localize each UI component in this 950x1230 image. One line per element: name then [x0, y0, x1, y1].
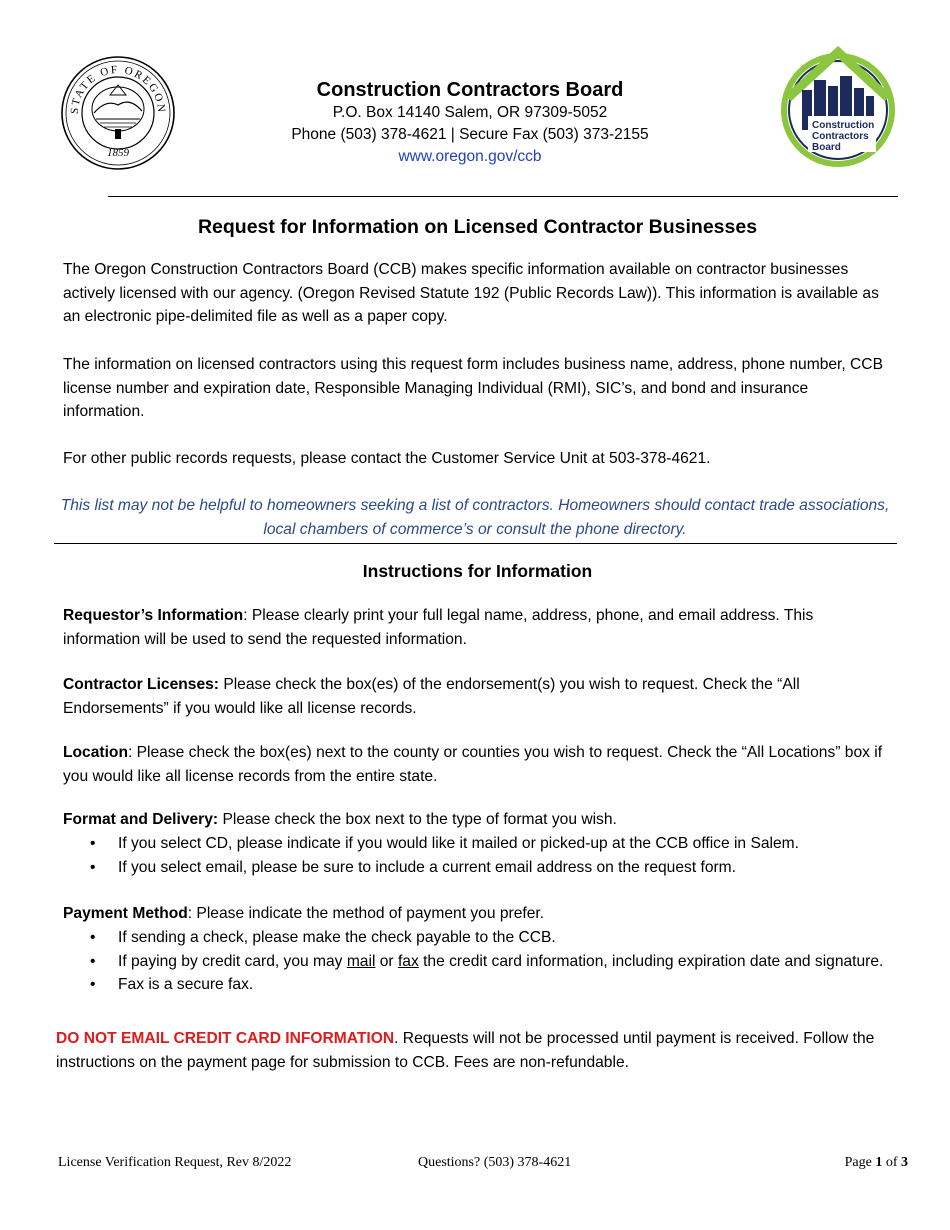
website-link[interactable]: www.oregon.gov/ccb — [398, 148, 542, 165]
svg-text:STATE OF OREGON — [69, 64, 167, 115]
seal-year: 1859 — [107, 147, 129, 159]
contractor-licenses-instruction — [63, 673, 893, 720]
credit-card-warning — [56, 1027, 906, 1074]
mailing-address: P.O. Box 14140 Salem, OR 97309-5052 — [332, 104, 608, 121]
list-item: • Fax is a secure fax. — [90, 973, 905, 997]
intro-paragraph-3: For other public records requests, please contact the Customer Service Unit at 503-378-4621. — [63, 450, 711, 467]
format-delivery-text: Please check the box next to the type of format you wish. — [218, 811, 617, 828]
payment-method-text: : Please indicate the method of payment you prefer. — [187, 905, 545, 922]
ccb-logo — [778, 46, 898, 168]
format-delivery-bullets — [90, 832, 905, 879]
location-instruction — [63, 741, 893, 788]
mail-text: mail — [346, 952, 376, 970]
header-divider — [108, 196, 898, 197]
requestor-info-instruction — [63, 604, 893, 651]
total-pages: 3 — [901, 1155, 908, 1170]
current-page: 1 — [875, 1155, 883, 1170]
credit-card-text-start: If paying by credit card, you may — [118, 952, 347, 970]
list-item — [90, 950, 905, 974]
intro-paragraph-2: The information on licensed contractors using this request form includes business name, address, phone number, CCB license number and expiration date, Responsible Managing Individual (RMI), SIC’s, and bond and insurance information. — [63, 356, 883, 420]
payment-method-label: Payment Method — [63, 905, 188, 922]
homeowner-note: This list may not be helpful to homeowners seeking a list of contractors. Homeowners should contact trade associations, local chambers of commerce’s or consult the phone directory. — [60, 497, 890, 538]
page-word: Page — [844, 1155, 876, 1170]
instructions-title: Instructions for Information — [362, 561, 593, 581]
or-text: or — [375, 952, 398, 970]
footer-form-revision: License Verification Request, Rev 8/2022 — [58, 1155, 292, 1170]
footer-questions-phone: Questions? (503) 378-4621 — [418, 1155, 572, 1170]
logo-line-1: Construction — [812, 120, 875, 131]
page-title: Request for Information on Licensed Contractor Businesses — [197, 216, 758, 238]
intro-paragraph-1: The Oregon Construction Contractors Board (CCB) makes specific information available on contractor businesses actively licensed with our agency. (Oregon Revised Statute 192 (Public Records Law)). This information is available as an electronic pipe-delimited file as well as a paper copy. — [63, 261, 879, 325]
warning-emphasis: DO NOT EMAIL CREDIT CARD INFORMATION — [56, 1030, 395, 1047]
contractor-licenses-label: Contractor Licenses: — [63, 676, 219, 693]
phone-fax-line: Phone (503) 378-4621 | Secure Fax (503) 373-2155 — [291, 126, 649, 143]
contractor-licenses-text: Please check the box(es) of the endorsement(s) you wish to request. Check the “All Endorsements” if you would like all license records. — [63, 676, 800, 717]
list-item: • If you select CD, please indicate if you would like it mailed or picked-up at the CCB office in Salem. — [90, 832, 905, 856]
logo-line-2: Contractors — [812, 131, 869, 142]
footer-page-number — [845, 1155, 908, 1171]
format-delivery-label: Format and Delivery: — [63, 811, 219, 828]
of-word: of — [882, 1155, 901, 1170]
requestor-info-text: : Please clearly print your full legal name, address, phone, and email address. This information will be used to send the requested information. — [63, 607, 814, 648]
letterhead — [200, 78, 740, 168]
requestor-info-label: Requestor’s Information — [63, 607, 244, 624]
instructions-divider — [54, 543, 897, 544]
seal-top-text: STATE OF OREGON — [68, 63, 168, 115]
location-label: Location — [63, 744, 128, 761]
credit-card-text-end: the credit card information, including expiration date and signature. — [418, 952, 884, 970]
warning-text: . Requests will not be processed until payment is received. Follow the instructions on the payment page for submission to CCB. Fees are non-refundable. — [56, 1030, 875, 1071]
list-item: • If you select email, please be sure to include a current email address on the request form. — [90, 856, 905, 880]
organization-name: Construction Contractors Board — [316, 79, 624, 101]
list-item: • If sending a check, please make the check payable to the CCB. — [90, 926, 905, 950]
oregon-state-seal — [60, 55, 176, 171]
payment-method-bullets — [90, 926, 905, 997]
fax-text: fax — [397, 952, 419, 970]
format-delivery-instruction — [63, 808, 893, 832]
payment-method-instruction — [63, 902, 893, 926]
logo-line-3: Board — [812, 142, 841, 153]
location-text: : Please check the box(es) next to the county or counties you wish to request. Check the “All Locations” box if you would like all license records from the entire state. — [63, 744, 883, 785]
